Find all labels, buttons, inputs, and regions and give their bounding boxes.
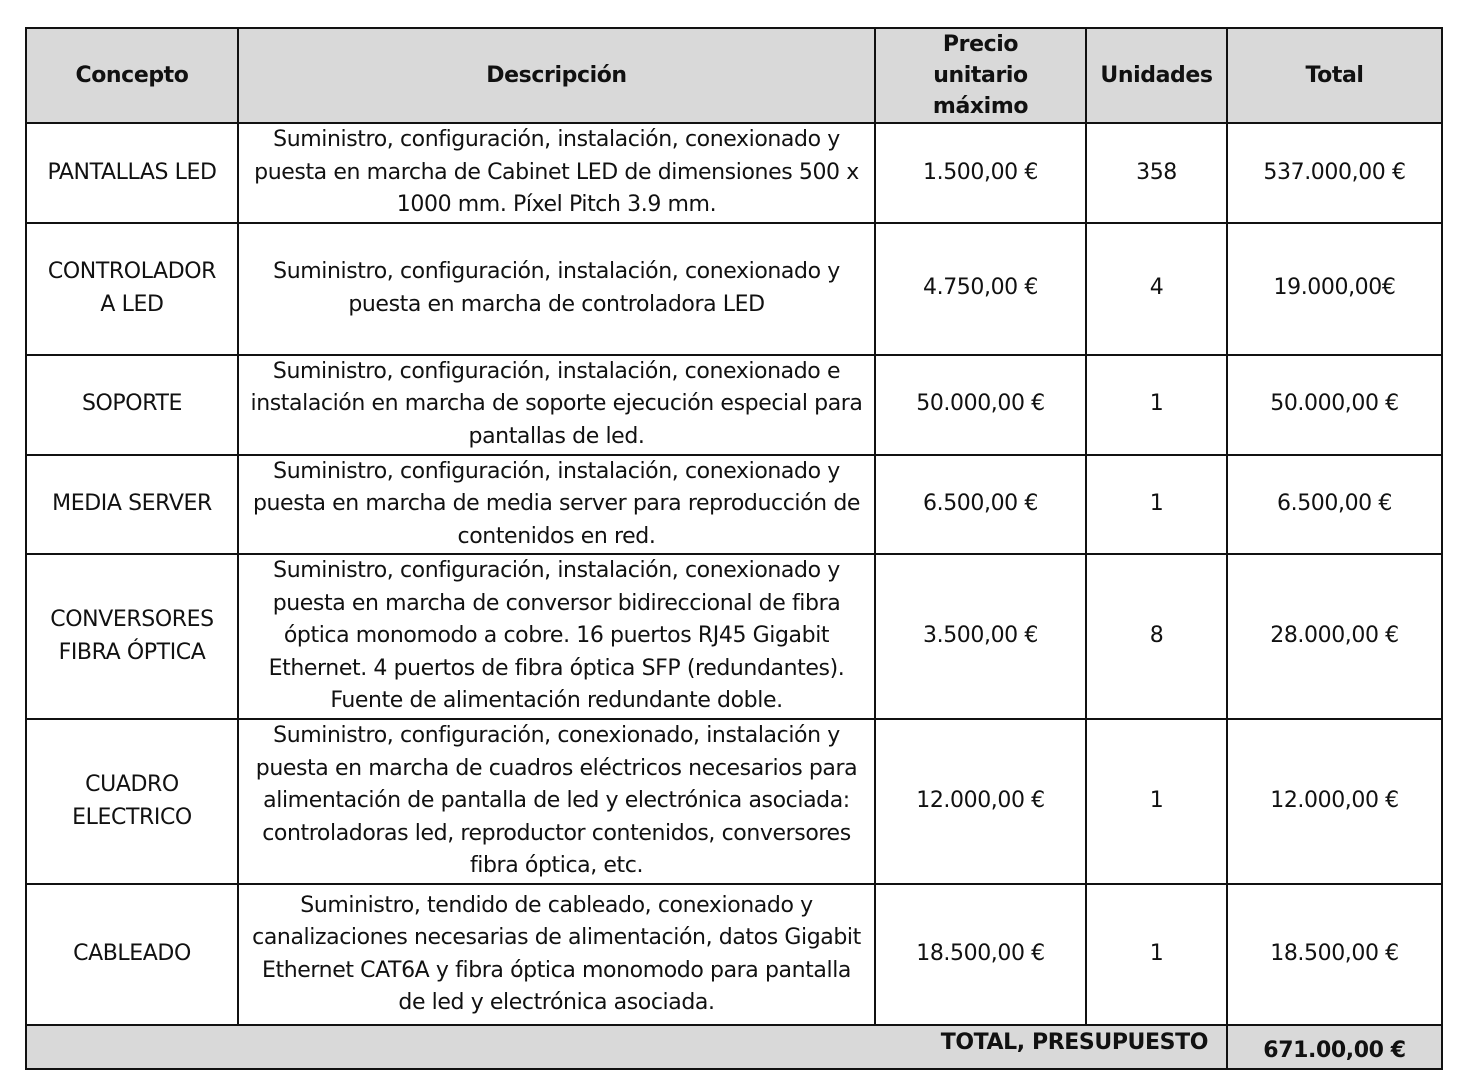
total-presupuesto-amount: 671.00,00 € (1227, 1025, 1442, 1069)
cell-unidades: 1 (1086, 355, 1227, 455)
cell-descripcion: Suministro, tendido de cableado, conexionado y canalizaciones necesarias de alimentación, datos Gigabit Ethernet CAT6A y fibra óptica monomodo para pantalla de led y electrónica asociada. (238, 884, 875, 1025)
cell-precio: 18.500,00 € (875, 884, 1086, 1025)
cell-unidades: 4 (1086, 223, 1227, 355)
cell-concepto: CABLEADO (26, 884, 238, 1025)
table-header (26, 28, 1442, 123)
table-footer (26, 1025, 1442, 1069)
cell-precio: 1.500,00 € (875, 123, 1086, 223)
cell-concepto: SOPORTE (26, 355, 238, 455)
header-row (26, 28, 1442, 123)
cell-concepto: CUADRO ELECTRICO (26, 719, 238, 884)
cell-descripcion: Suministro, configuración, conexionado, instalación y puesta en marcha de cuadros eléctricos necesarios para alimentación de pantalla de led y electrónica asociada: controladoras led, reproductor contenidos, conversores fibra óptica, etc. (238, 719, 875, 884)
cell-total: 19.000,00€ (1227, 223, 1442, 355)
cell-precio: 12.000,00 € (875, 719, 1086, 884)
cell-descripcion: Suministro, configuración, instalación, conexionado e instalación en marcha de soporte ejecución especial para pantallas de led. (238, 355, 875, 455)
table-body (26, 123, 1442, 1025)
cell-total: 18.500,00 € (1227, 884, 1442, 1025)
cell-unidades: 1 (1086, 455, 1227, 555)
total-row (26, 1025, 1442, 1069)
table-row (26, 884, 1442, 1025)
header-total: Total (1227, 28, 1442, 123)
cell-precio: 50.000,00 € (875, 355, 1086, 455)
header-descripcion: Descripción (238, 28, 875, 123)
cell-descripcion: Suministro, configuración, instalación, conexionado y puesta en marcha de media server para reproducción de contenidos en red. (238, 455, 875, 555)
cell-precio: 6.500,00 € (875, 455, 1086, 555)
table-row (26, 355, 1442, 455)
cell-total: 6.500,00 € (1227, 455, 1442, 555)
header-unidades: Unidades (1086, 28, 1227, 123)
cell-unidades: 1 (1086, 884, 1227, 1025)
cell-descripcion: Suministro, configuración, instalación, conexionado y puesta en marcha de conversor bidireccional de fibra óptica monomodo a cobre. 16 puertos RJ45 Gigabit Ethernet. 4 puertos de fibra óptica SFP (redundantes). Fuente de alimentación redundante doble. (238, 554, 875, 719)
cell-total: 12.000,00 € (1227, 719, 1442, 884)
cell-concepto: CONVERSORES FIBRA ÓPTICA (26, 554, 238, 719)
budget-table (25, 27, 1443, 1070)
cell-total: 28.000,00 € (1227, 554, 1442, 719)
cell-descripcion: Suministro, configuración, instalación, conexionado y puesta en marcha de controladora LED (238, 223, 875, 355)
header-concepto: Concepto (26, 28, 238, 123)
cell-concepto: PANTALLAS LED (26, 123, 238, 223)
cell-descripcion: Suministro, configuración, instalación, conexionado y puesta en marcha de Cabinet LED de dimensiones 500 x 1000 mm. Píxel Pitch 3.9 mm. (238, 123, 875, 223)
cell-unidades: 8 (1086, 554, 1227, 719)
table-row (26, 554, 1442, 719)
table-row (26, 455, 1442, 555)
table-row (26, 719, 1442, 884)
total-presupuesto-label: TOTAL, PRESUPUESTO (26, 1025, 1227, 1069)
cell-precio: 4.750,00 € (875, 223, 1086, 355)
cell-precio: 3.500,00 € (875, 554, 1086, 719)
header-precio-unitario: Precio unitario máximo (875, 28, 1086, 123)
cell-total: 537.000,00 € (1227, 123, 1442, 223)
cell-total: 50.000,00 € (1227, 355, 1442, 455)
table-row (26, 223, 1442, 355)
table-row (26, 123, 1442, 223)
cell-concepto: MEDIA SERVER (26, 455, 238, 555)
cell-unidades: 1 (1086, 719, 1227, 884)
cell-unidades: 358 (1086, 123, 1227, 223)
cell-concepto: CONTROLADOR A LED (26, 223, 238, 355)
